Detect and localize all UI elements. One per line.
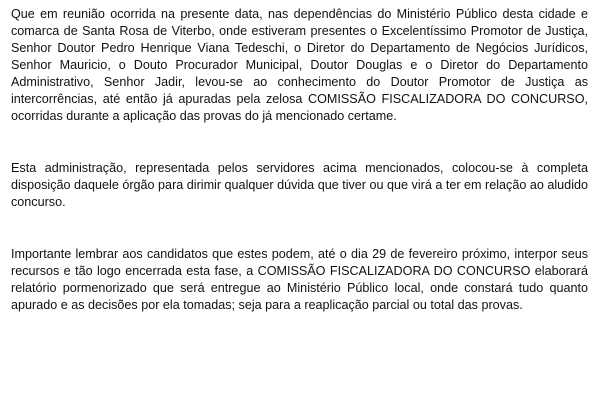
paragraph-meeting: Que em reunião ocorrida na presente data, nas dependências do Ministério Público desta cidade e comarca de Santa Rosa de Viterbo, onde estiveram presentes o Excelentíssimo Promotor de Justiça, Senhor Doutor Pedro Henrique Viana Tedeschi, o Diretor do Departamento de Negócios Jurídicos, Senhor Mauricio, o Douto Procurador Municipal, Doutor Douglas e o Diretor do Departamento Administrativo, Senhor Jadir, levou-se ao conhecimento do Doutor Promotor de Justiça as intercorrências, até então já apuradas pela zelosa COMISSÃO FISCALIZADORA DO CONCURSO, ocorridas durante a aplicação das provas do já mencionado certame. — [11, 7, 588, 123]
paragraph-appeals: Importante lembrar aos candidatos que estes podem, até o dia 29 de fevereiro próximo, interpor seus recursos e tão logo encerrada esta fase, a COMISSÃO FISCALIZADORA DO CONCURSO elaborará relatório pormenorizado que será entregue ao Ministério Público local, onde constará tudo quanto apurado e as decisões por ela tomadas; seja para a reaplicação parcial ou total das provas. — [11, 247, 588, 312]
paragraph-administration: Esta administração, representada pelos servidores acima mencionados, colocou-se à completa disposição daquele órgão para dirimir qualquer dúvida que tiver ou que virá a ter em relação ao aludido concurso. — [11, 161, 588, 209]
document-body — [11, 6, 588, 314]
